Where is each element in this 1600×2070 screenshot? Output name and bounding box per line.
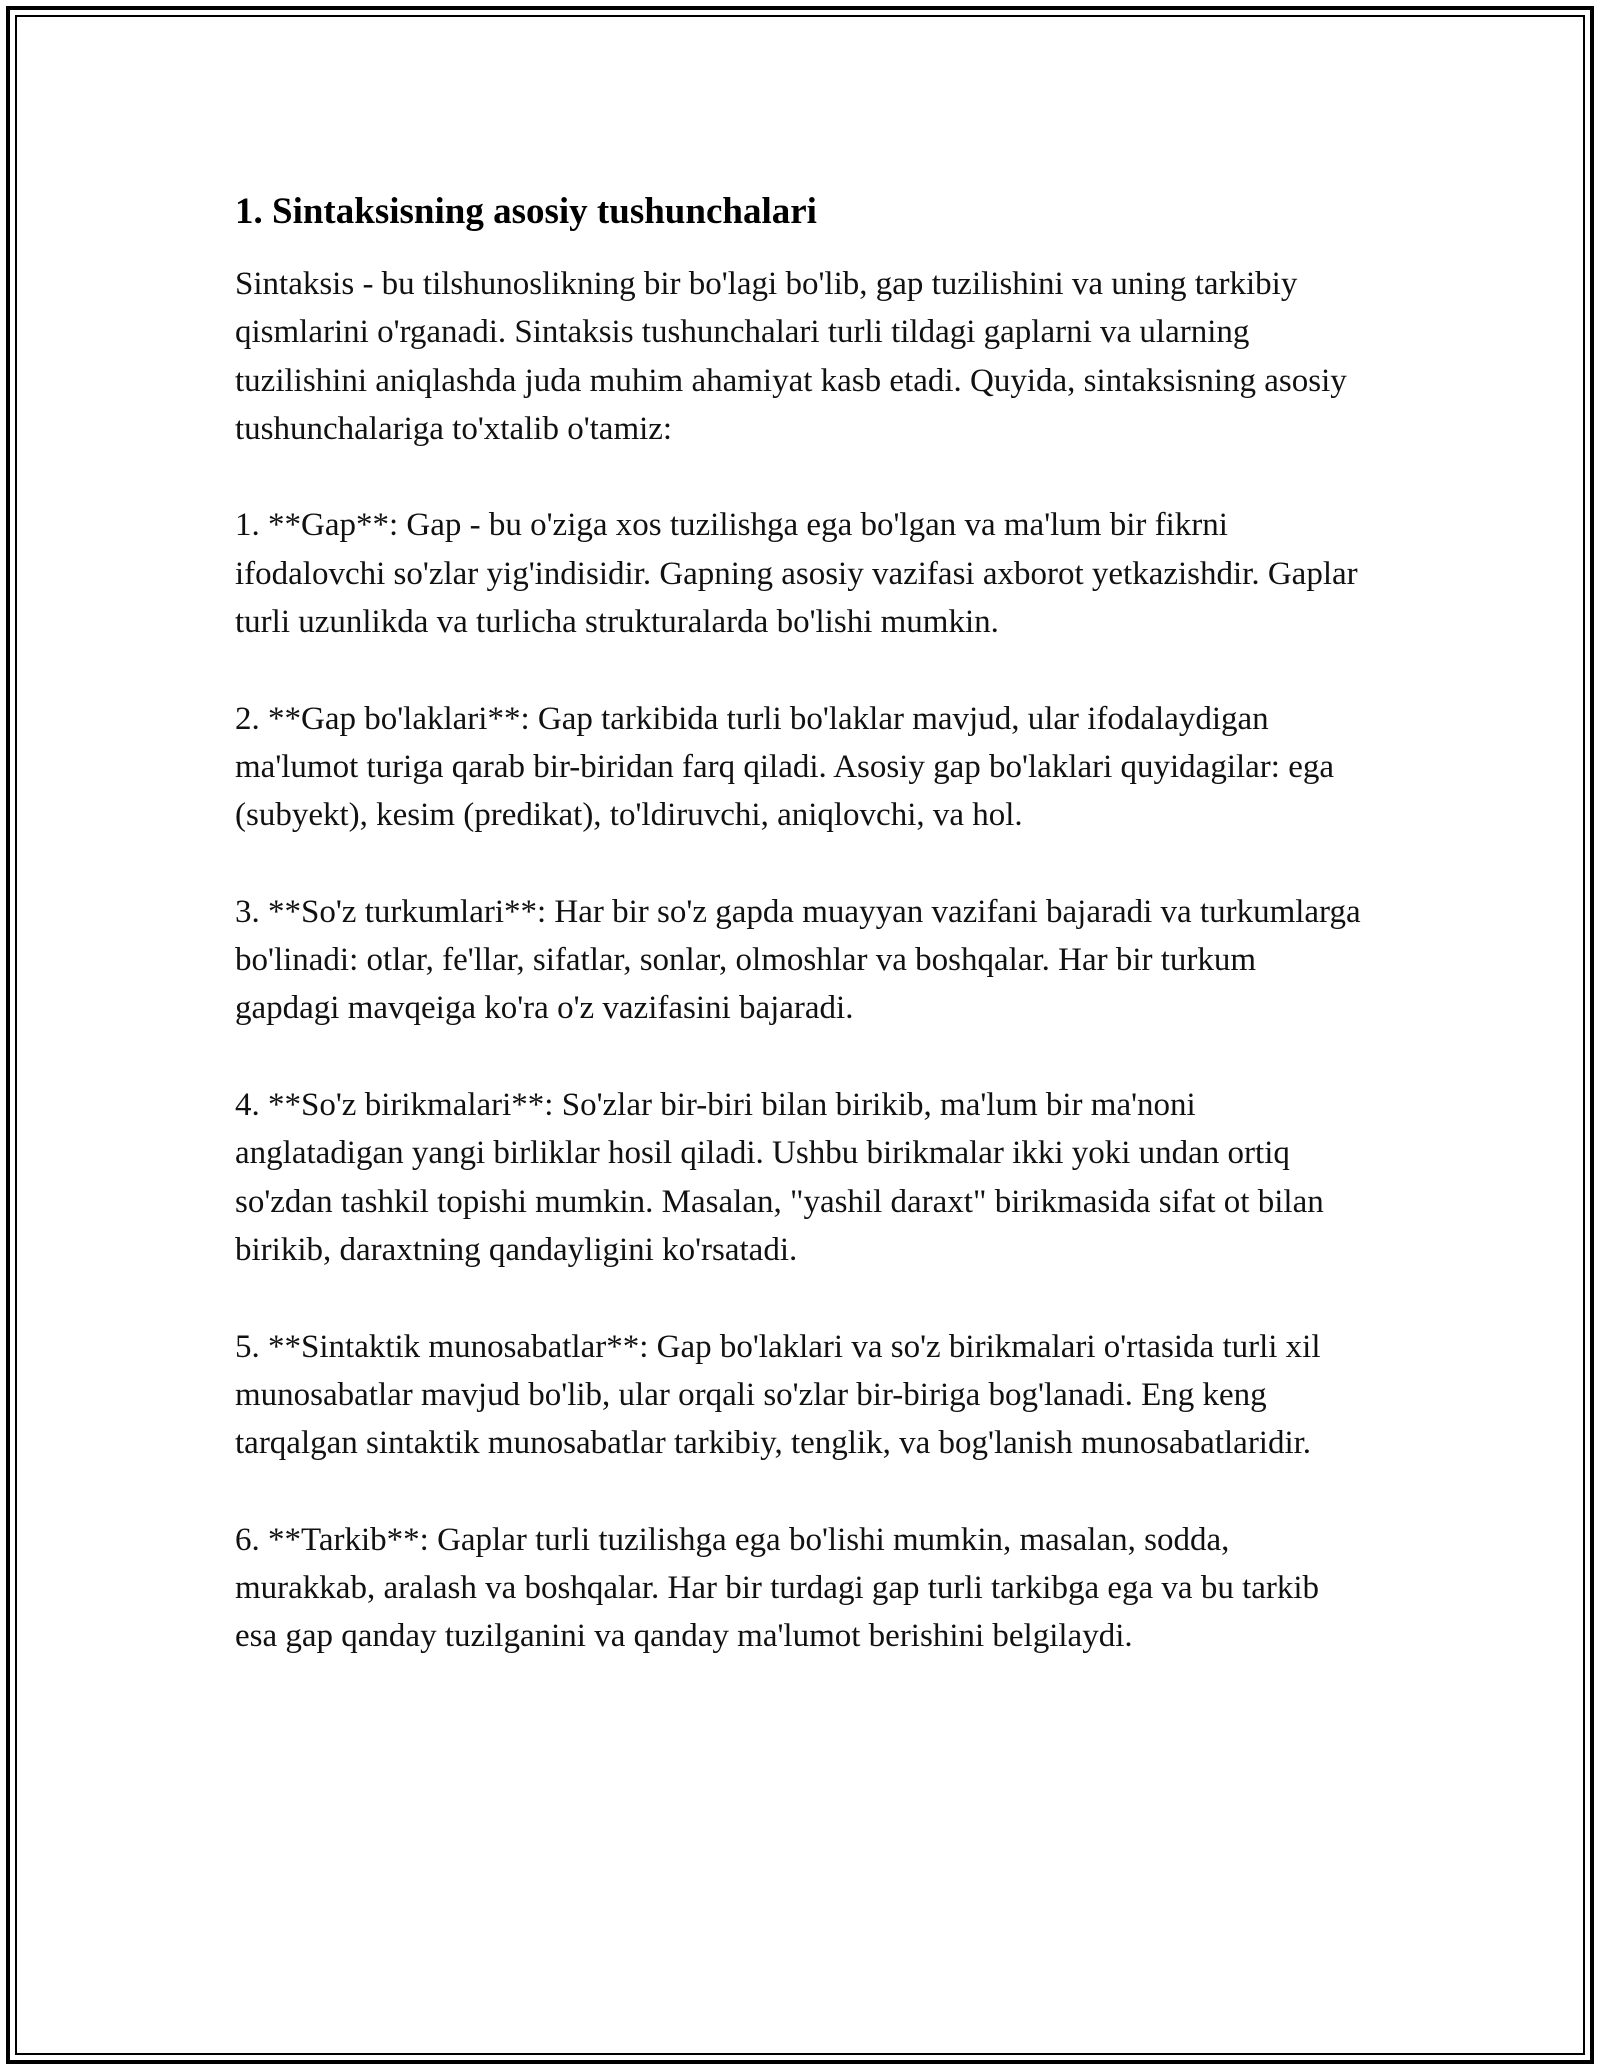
list-item-tarkib: 6. **Tarkib**: Gaplar turli tuzilishga ega bo'lishi mumkin, masalan, sodda, murakkab, aralash va boshqalar. Har bir turdagi gap turli tarkibga ega va bu tarkib esa gap qanday tuzilganini va qanday ma'lumot berishini belgilaydi. (235, 1521, 1320, 1655)
list-item-gap-bolaklari: 2. **Gap bo'laklari**: Gap tarkibida turli bo'laklar mavjud, ular ifodalaydigan ma'lumot turiga qarab bir-biridan farq qiladi. Asosiy gap bo'laklari quyidagilar: ega (subyekt), kesim (predikat), to'ldiruvchi, aniqlovchi, va hol. (235, 700, 1335, 834)
document-body (235, 188, 1365, 1709)
list-item-soz-birikmalari: 4. **So'z birikmalari**: So'zlar bir-biri bilan birikib, ma'lum bir ma'noni anglatadigan yangi birliklar hosil qiladi. Ushbu birikmalar ikki yoki undan ortiq so'zdan tashkil topishi mumkin. Masalan, "yashil daraxt" birikmasida sifat ot bilan birikib, daraxtning qandayligini ko'rsatadi. (235, 1087, 1324, 1268)
intro-paragraph: Sintaksis - bu tilshunoslikning bir bo'lagi bo'lib, gap tuzilishini va uning tarkibiy qismlarini o'rganadi. Sintaksis tushunchalari turli tildagi gaplarni va ularning tuzilishini aniqlashda juda muhim ahamiyat kasb etadi. Quyida, sintaksisning asosiy tushunchalariga to'xtalib o'tamiz: (235, 266, 1347, 447)
list-item-soz-turkumlari: 3. **So'z turkumlari**: Har bir so'z gapda muayyan vazifani bajaradi va turkumlarga bo'linadi: otlar, fe'llar, sifatlar, sonlar, olmoshlar va boshqalar. Har bir turkum gapdagi mavqeiga ko'ra o'z vazifasini bajaradi. (235, 893, 1361, 1027)
list-item-gap: 1. **Gap**: Gap - bu o'ziga xos tuzilishga ega bo'lgan va ma'lum bir fikrni ifodalovchi so'zlar yig'indisidir. Gapning asosiy vazifasi axborot yetkazishdir. Gaplar turli uzunlikda va turlicha strukturalarda bo'lishi mumkin. (235, 507, 1358, 641)
list-item-sintaktik-munosabatlar: 5. **Sintaktik munosabatlar**: Gap bo'laklari va so'z birikmalari o'rtasida turli xil munosabatlar mavjud bo'lib, ular orqali so'zlar bir-biriga bog'lanadi. Eng keng tarqalgan sintaktik munosabatlar tarkibiy, tenglik, va bog'lanish munosabatlaridir. (235, 1328, 1321, 1462)
section-heading: 1. Sintaksisning asosiy tushunchalari (235, 191, 817, 232)
